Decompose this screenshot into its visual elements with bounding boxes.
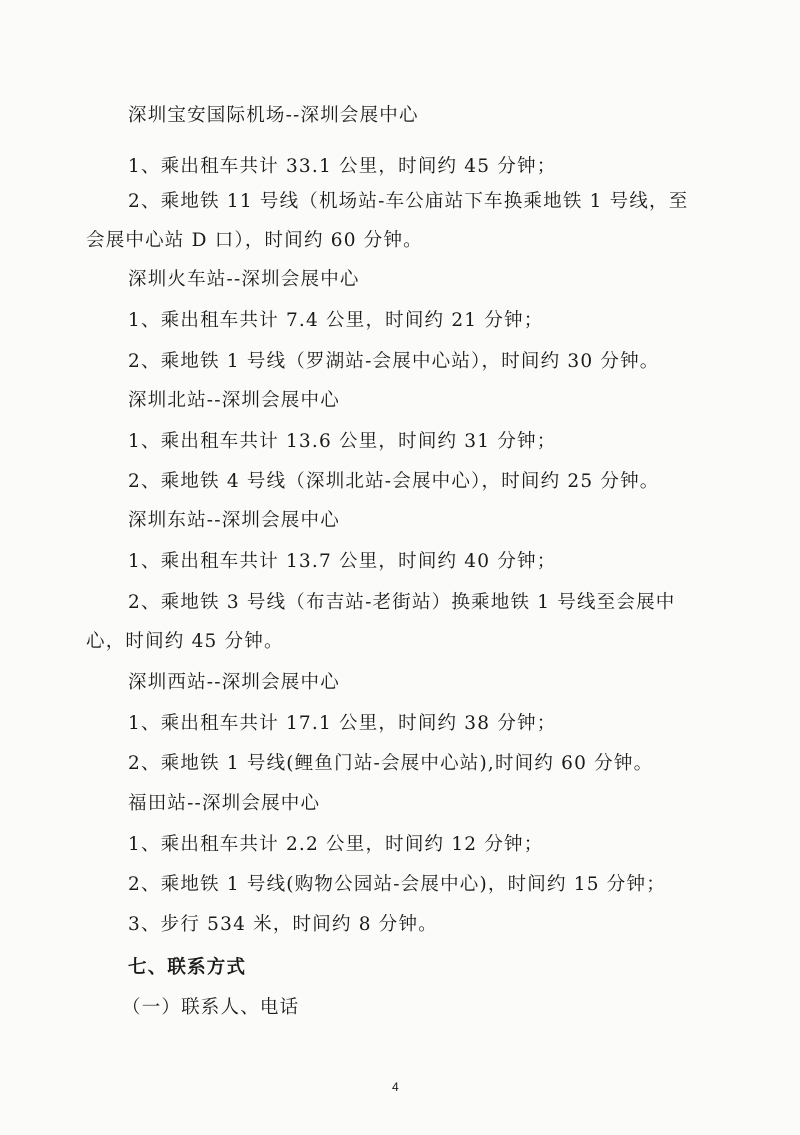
route-title: 福田站--深圳会展中心 <box>128 793 321 814</box>
route-title: 深圳宝安国际机场--深圳会展中心 <box>128 105 419 126</box>
text-line: 2、乘地铁 11 号线（机场站-车公庙站下车换乘地铁 1 号线，至 <box>128 191 689 212</box>
text-line: 1、乘出租车共计 13.6 公里，时间约 31 分钟； <box>128 431 557 452</box>
page-number: 4 <box>392 1080 399 1094</box>
route-title: 深圳火车站--深圳会展中心 <box>128 269 360 290</box>
text-line: 1、乘出租车共计 33.1 公里，时间约 45 分钟； <box>128 156 557 177</box>
text-line: 2、乘地铁 4 号线（深圳北站-会展中心），时间约 25 分钟。 <box>128 471 660 492</box>
text-line: 2、乘地铁 1 号线(购物公园站-会展中心)，时间约 15 分钟； <box>128 874 666 895</box>
route-title: 深圳西站--深圳会展中心 <box>128 672 340 693</box>
text-line: 2、乘地铁 1 号线(鲤鱼门站-会展中心站),时间约 60 分钟。 <box>128 753 654 774</box>
text-line: 心，时间约 45 分钟。 <box>86 631 284 652</box>
subsection-heading: （一）联系人、电话 <box>122 997 300 1018</box>
text-line: 1、乘出租车共计 2.2 公里，时间约 12 分钟； <box>128 834 544 855</box>
route-title: 深圳东站--深圳会展中心 <box>128 510 340 531</box>
text-line: 1、乘出租车共计 7.4 公里，时间约 21 分钟； <box>128 310 544 331</box>
text-line: 2、乘地铁 3 号线（布吉站-老街站）换乘地铁 1 号线至会展中 <box>128 592 676 613</box>
route-title: 深圳北站--深圳会展中心 <box>128 390 340 411</box>
text-line: 1、乘出租车共计 17.1 公里，时间约 38 分钟； <box>128 713 557 734</box>
text-line: 3、步行 534 米，时间约 8 分钟。 <box>128 914 438 935</box>
text-line: 1、乘出租车共计 13.7 公里，时间约 40 分钟； <box>128 551 557 572</box>
text-line: 2、乘地铁 1 号线（罗湖站-会展中心站），时间约 30 分钟。 <box>128 351 660 372</box>
text-line: 会展中心站 D 口），时间约 60 分钟。 <box>86 230 423 251</box>
section-heading: 七、联系方式 <box>128 957 247 978</box>
